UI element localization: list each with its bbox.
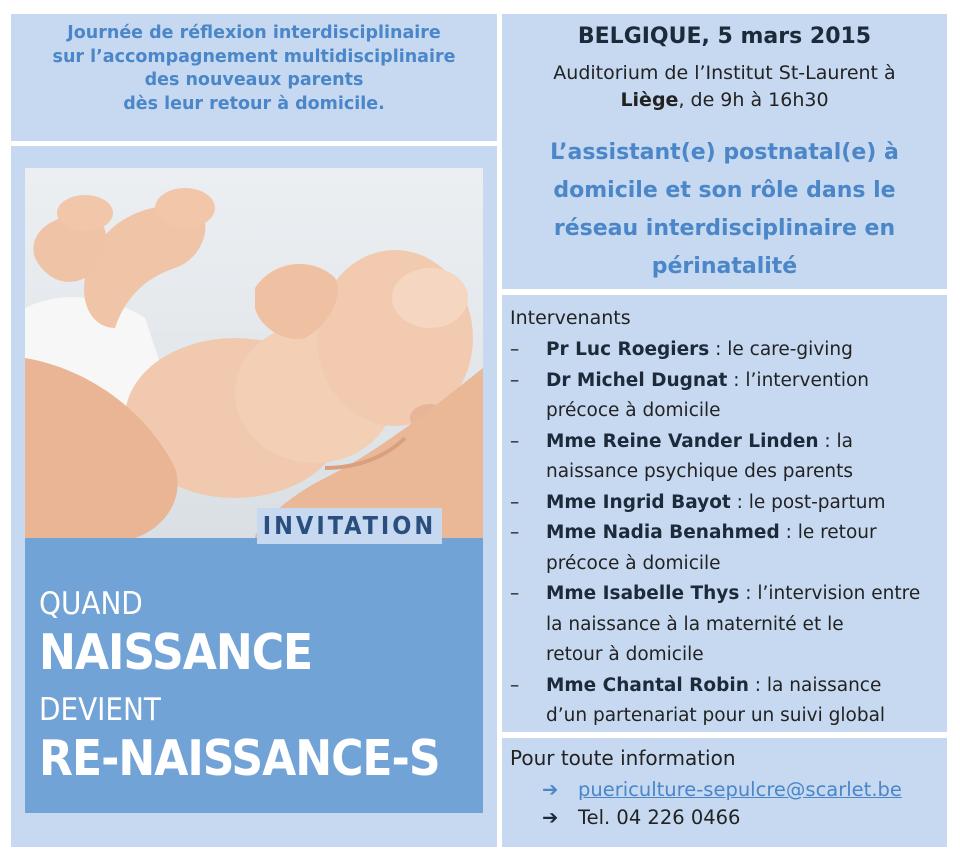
poster-line-naissance: NAISSANCE bbox=[39, 624, 313, 681]
list-dash: – bbox=[510, 491, 520, 513]
speaker-topic: le retour bbox=[797, 522, 877, 543]
event-date-title: BELGIQUE, 5 mars 2015 bbox=[577, 24, 872, 49]
event-venue bbox=[502, 60, 947, 114]
subtitle-line: sur l’accompagnement multidisciplinaire bbox=[52, 46, 456, 67]
speaker-topic: la naissance à la maternité et le bbox=[546, 613, 844, 635]
event-theme bbox=[508, 134, 941, 286]
speakers-title: Intervenants bbox=[510, 307, 631, 329]
speaker-topic: le care-giving bbox=[727, 339, 853, 360]
list-dash: – bbox=[510, 522, 520, 543]
speaker-item bbox=[508, 488, 941, 519]
speaker-sep: : bbox=[709, 339, 728, 360]
speaker-topic: précoce à domicile bbox=[546, 400, 721, 421]
speaker-item bbox=[508, 671, 941, 732]
speaker-sep: : bbox=[727, 369, 746, 391]
phone-row bbox=[542, 806, 740, 829]
list-dash: – bbox=[510, 674, 520, 696]
speaker-sep: : bbox=[779, 522, 798, 543]
header-panel bbox=[11, 14, 497, 141]
email-link[interactable]: puericulture-sepulcre@scarlet.be bbox=[578, 778, 902, 801]
email-row bbox=[542, 778, 902, 801]
subtitle-line: des nouveaux parents bbox=[144, 70, 364, 90]
theme-line: L’assistant(e) postnatal(e) à bbox=[550, 140, 899, 165]
list-dash: – bbox=[510, 339, 520, 360]
speaker-sep: : bbox=[739, 583, 758, 604]
subtitle-line: dès leur retour à domicile. bbox=[123, 93, 385, 114]
speaker-topic: retour à domicile bbox=[546, 644, 704, 665]
speaker-topic: d’un partenariat pour un suivi global bbox=[546, 705, 886, 726]
speaker-sep: : bbox=[818, 430, 837, 452]
theme-line: réseau interdisciplinaire en bbox=[553, 216, 896, 241]
speaker-topic: la bbox=[836, 430, 854, 452]
speaker-name: Mme Nadia Benahmed bbox=[546, 522, 780, 543]
speaker-sep: : bbox=[748, 674, 767, 696]
theme-line: domicile et son rôle dans le bbox=[553, 178, 896, 203]
speaker-item bbox=[508, 335, 941, 366]
speaker-name: Mme Isabelle Thys bbox=[546, 583, 740, 604]
baby-in-hands-illustration bbox=[25, 168, 483, 538]
speaker-topic: l’intervision entre bbox=[757, 583, 921, 604]
speaker-topic: précoce à domicile bbox=[546, 552, 721, 574]
speaker-item bbox=[508, 518, 941, 579]
speaker-topic: la naissance bbox=[766, 674, 882, 696]
speaker-sep: : bbox=[730, 491, 749, 513]
list-dash: – bbox=[510, 430, 520, 452]
venue-line: Auditorium de l’Institut St-Laurent à bbox=[553, 62, 896, 84]
contact-title: Pour toute information bbox=[510, 746, 736, 770]
phone-number: Tel. 04 226 0466 bbox=[578, 806, 741, 829]
venue-city: Liège bbox=[620, 89, 679, 111]
venue-city-time bbox=[502, 87, 947, 114]
arrow-right-icon: ➔ bbox=[542, 778, 559, 801]
event-panel bbox=[502, 14, 947, 289]
speaker-topic: naissance psychique des parents bbox=[546, 461, 853, 482]
arrow-right-icon: ➔ bbox=[542, 806, 559, 829]
list-dash: – bbox=[510, 583, 520, 604]
invitation-poster bbox=[11, 146, 497, 847]
poster-line-devient: DEVIENT bbox=[39, 692, 161, 728]
speaker-name: Dr Michel Dugnat bbox=[546, 369, 728, 391]
speaker-name: Mme Ingrid Bayot bbox=[546, 491, 731, 513]
poster-line-renaissance: RE-NAISSANCE-S bbox=[39, 730, 440, 787]
speaker-topic: le post-partum bbox=[748, 491, 886, 513]
event-time: , de 9h à 16h30 bbox=[678, 89, 829, 111]
theme-line: périnatalité bbox=[651, 254, 798, 279]
speaker-item bbox=[508, 579, 941, 671]
speaker-item bbox=[508, 427, 941, 488]
speakers-panel bbox=[502, 295, 947, 732]
speaker-topic: l’intervention bbox=[745, 369, 870, 391]
event-subtitle bbox=[11, 22, 497, 116]
contact-panel bbox=[502, 738, 947, 847]
baby-photo bbox=[25, 168, 483, 538]
speaker-name: Mme Reine Vander Linden bbox=[546, 430, 819, 452]
poster-line-quand: QUAND bbox=[39, 586, 143, 622]
invitation-tab: INVITATION bbox=[257, 508, 442, 544]
speakers-list bbox=[508, 335, 941, 732]
speaker-name: Mme Chantal Robin bbox=[546, 674, 749, 696]
speaker-item bbox=[508, 366, 941, 427]
list-dash: – bbox=[510, 369, 520, 391]
speaker-name: Pr Luc Roegiers bbox=[546, 339, 710, 360]
subtitle-line: Journée de réflexion interdisciplinaire bbox=[67, 23, 441, 43]
